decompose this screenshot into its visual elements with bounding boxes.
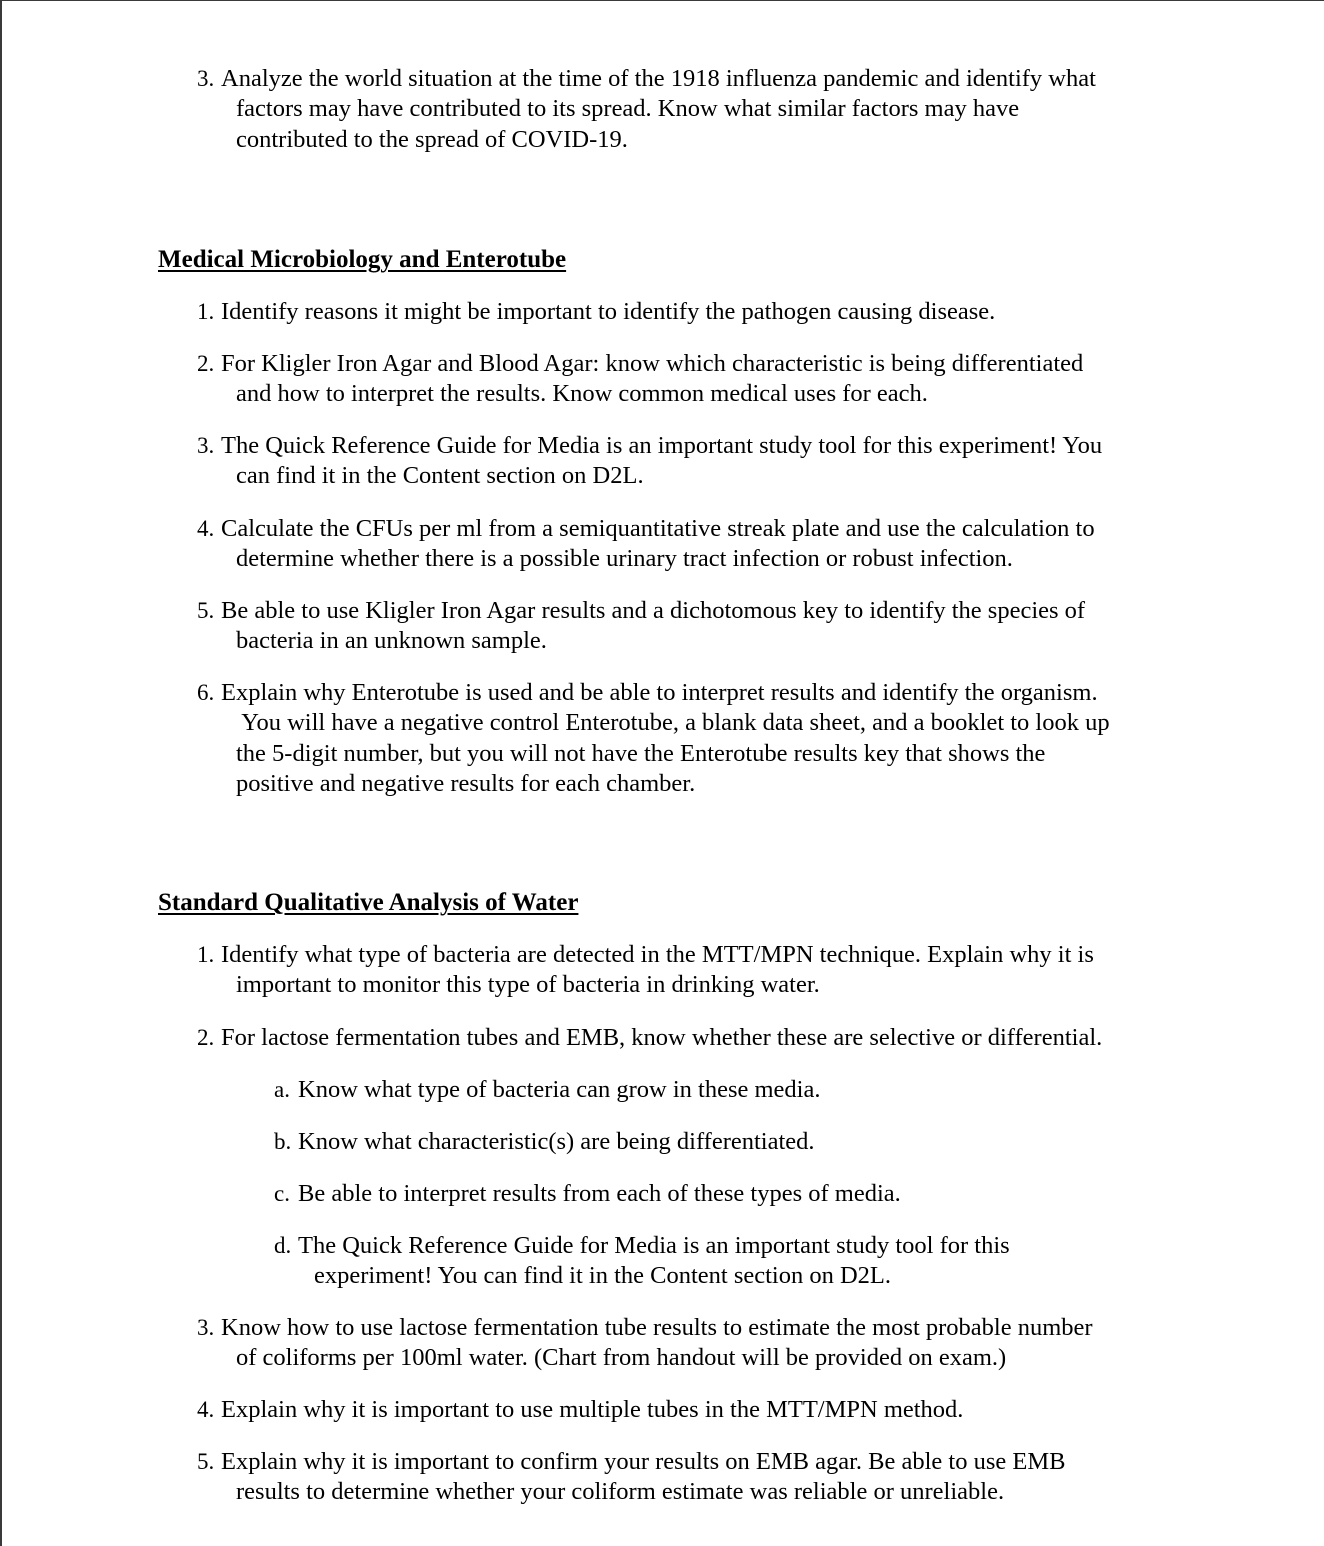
list-item — [197, 596, 1085, 657]
list-item-text-line: the 5-digit number, but you will not have the Enterotube results key that shows the — [236, 739, 1046, 767]
list-item-text-line: Identify what type of bacteria are detected in the MTT/MPN technique. Explain why it is — [221, 941, 1094, 968]
sub-list-letter: d. — [274, 1233, 292, 1258]
list-item-text-line: Explain why it is important to confirm your results on EMB agar. Be able to use EMB — [221, 1448, 1066, 1475]
list-item-text-line: and how to interpret the results. Know common medical uses for each. — [236, 380, 928, 408]
list-number: 3. — [197, 66, 215, 91]
list-number: 4. — [197, 1397, 215, 1422]
list-item-text-line: Analyze the world situation at the time of the 1918 influenza pandemic and identify what — [221, 65, 1096, 92]
list-item-text-line: Know how to use lactose fermentation tube results to estimate the most probable number — [221, 1314, 1093, 1341]
list-item-text-line: of coliforms per 100ml water. (Chart from handout will be provided on exam.) — [236, 1344, 1007, 1372]
list-item — [197, 1447, 1065, 1508]
list-item — [197, 940, 1094, 1001]
list-item — [197, 1313, 1093, 1374]
sub-list-item-text-line: Know what type of bacteria can grow in these media. — [298, 1076, 821, 1103]
sub-list-item-text-line: Be able to interpret results from each of these types of media. — [298, 1180, 901, 1207]
list-item — [197, 431, 1102, 492]
sub-list-letter: c. — [274, 1181, 290, 1206]
list-item-text-line: You will have a negative control Enterotube, a blank data sheet, and a booklet to look up — [236, 709, 1110, 737]
list-item-text-line: Be able to use Kligler Iron Agar results and a dichotomous key to identify the species of — [221, 597, 1086, 624]
list-item-text-line: results to determine whether your coliform estimate was reliable or unreliable. — [236, 1478, 1005, 1506]
list-item-text-line: Identify reasons it might be important to identify the pathogen causing disease. — [221, 298, 996, 325]
list-number: 1. — [197, 942, 215, 967]
list-item-intro-3 — [197, 64, 1096, 155]
section-heading-medical-microbiology: Medical Microbiology and Enterotube — [158, 246, 567, 273]
sub-list-item — [274, 1127, 815, 1157]
list-number: 1. — [197, 299, 215, 324]
sub-list-item — [274, 1075, 820, 1105]
list-item — [197, 1023, 1102, 1053]
list-item-text-line: For lactose fermentation tubes and EMB, know whether these are selective or differential. — [221, 1024, 1103, 1051]
sub-list-item-text-line: experiment! You can find it in the Content section on D2L. — [314, 1262, 892, 1290]
list-item — [197, 1395, 963, 1425]
list-item-text-line: positive and negative results for each chamber. — [236, 770, 696, 798]
list-item-text-line: Explain why Enterotube is used and be able to interpret results and identify the organism. — [221, 679, 1098, 706]
sub-list-item-text-line: The Quick Reference Guide for Media is an important study tool for this — [298, 1232, 1010, 1259]
sub-list-item-text-line: Know what characteristic(s) are being differentiated. — [298, 1128, 815, 1155]
list-number: 3. — [197, 1315, 215, 1340]
section-heading-water-analysis: Standard Qualitative Analysis of Water — [158, 889, 579, 916]
list-item-text-line: determine whether there is a possible urinary tract infection or robust infection. — [236, 545, 1013, 573]
sub-list-letter: b. — [274, 1129, 292, 1154]
list-item-text-line: contributed to the spread of COVID-19. — [236, 125, 628, 153]
list-item — [197, 678, 1110, 800]
list-number: 5. — [197, 1449, 215, 1474]
sub-list-letter: a. — [274, 1077, 290, 1102]
list-item-text-line: The Quick Reference Guide for Media is an important study tool for this experiment! You — [221, 432, 1103, 459]
list-number: 2. — [197, 1025, 215, 1050]
list-item-text-line: For Kligler Iron Agar and Blood Agar: know which characteristic is being differentiated — [221, 350, 1084, 377]
list-number: 3. — [197, 433, 215, 458]
list-number: 4. — [197, 516, 215, 541]
list-item-text-line: bacteria in an unknown sample. — [236, 627, 547, 655]
list-item-text-line: factors may have contributed to its spread. Know what similar factors may have — [236, 95, 1020, 123]
list-item-text-line: can find it in the Content section on D2L. — [236, 462, 644, 490]
list-item-text-line: important to monitor this type of bacteria in drinking water. — [236, 971, 820, 999]
list-item — [197, 297, 995, 327]
list-item — [197, 349, 1083, 410]
sub-list-item — [274, 1231, 1010, 1292]
list-item — [197, 514, 1095, 575]
list-number: 6. — [197, 680, 215, 705]
list-item-text-line: Calculate the CFUs per ml from a semiquantitative streak plate and use the calculation to — [221, 515, 1095, 542]
list-item-text-line: Explain why it is important to use multiple tubes in the MTT/MPN method. — [221, 1396, 964, 1423]
list-number: 2. — [197, 351, 215, 376]
sub-list-item — [274, 1179, 901, 1209]
list-number: 5. — [197, 598, 215, 623]
